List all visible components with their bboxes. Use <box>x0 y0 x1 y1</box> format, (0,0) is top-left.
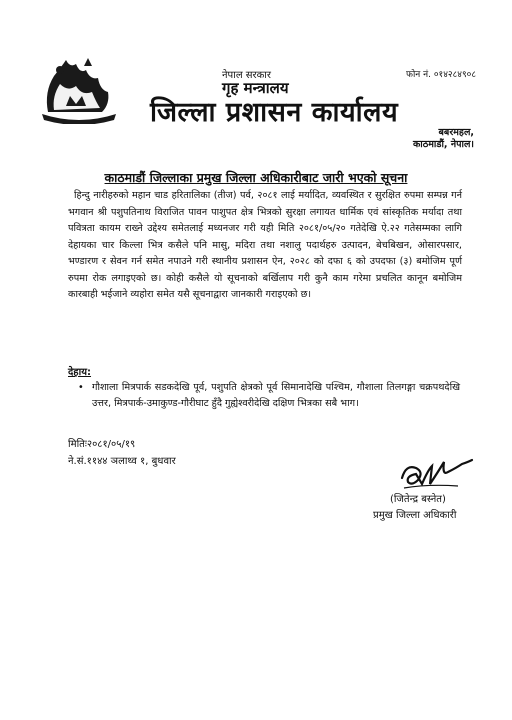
notice-date: मितिः२०८१/०५/१९ <box>68 439 136 450</box>
schedule-item <box>78 380 460 412</box>
signatory-name: (जितेन्द्र बस्नेत) <box>390 494 446 505</box>
signatory-title: प्रमुख जिल्ला अधिकारी <box>373 510 457 521</box>
government-label: नेपाल सरकार <box>222 70 271 81</box>
phone-number: फोन नं. ०१४२८४९०८ <box>406 70 476 80</box>
nepal-emblem-icon <box>40 52 118 124</box>
bullet-icon: • <box>78 382 84 393</box>
notice-subject <box>0 167 512 186</box>
notice-body: हिन्दु नारीहरुको महान चाड हरितालिका (तीज) पर्व, २०८१ लाई मर्यादित, व्यवस्थित र सुरक्षित रुपमा सम्पन्न गर्न भगवान श्री पशुपतिनाथ विराजित पावन पाशुपत क्षेत्र भित्रको सुरक्षा लगायत धार्मिक एवं सांस्कृतिक मर्यादा तथा पवित्रता कायम राख्ने उद्देश्य समेतलाई मध्यनजर गरी यही मिति २०८१/०५/२० गतेदेखि ऐ.२२ गतेसम्मका लागि देहायका चार किल्ला भित्र कसैले पनि मासु, मदिरा तथा नशालु पदार्थहरु उत्पादन, बेचबिखन, ओसारपसार, भण्डारण र सेवन गर्न समेत नपाउने गरी स्थानीय प्रशासन ऐन, २०२८ को दफा ६ को उपदफा (३) बमोजिम पूर्ण रुपमा रोक लगाइएको छ। कोही कसैले यो सूचनाको बर्खिलाप गरी कुनै काम गरेमा प्रचलित कानून बमोजिम कारबाही भईजाने व्यहोरा समेत यसै सूचनाद्वारा जानकारी गराइएको छ। <box>68 190 462 300</box>
address-line-2: काठमाडौं, नेपाल। <box>412 139 474 150</box>
notice-subject-text: काठमाडौं जिल्लाका प्रमुख जिल्ला अधिकारीबाट जारी भएको सूचना <box>104 170 408 185</box>
address-line-1: बबरमहल, <box>438 127 474 138</box>
ministry-name: गृह मन्त्रालय <box>222 79 289 97</box>
schedule-label: देहाय: <box>68 367 92 378</box>
office-name: जिल्ला प्रशासन कार्यालय <box>150 97 399 128</box>
signature-mark <box>398 454 474 494</box>
nepal-sambat-date: ने.सं.११४४ ञलाथ्व १, बुधवार <box>68 456 176 467</box>
office-address <box>413 127 474 151</box>
schedule-item-text: गौशाला मित्रपार्क सडकदेखि पूर्व, पशुपति क्षेत्रको पूर्व सिमानादेखि पश्चिम, गौशाला तिलगङ्गा चक्रपथदेखि उत्तर, मित्रपार्क-उमाकुण्ड-गौरीघाट हुँदै गुह्येश्वरीदेखि दक्षिण भित्रका सबै भाग। <box>92 382 460 409</box>
